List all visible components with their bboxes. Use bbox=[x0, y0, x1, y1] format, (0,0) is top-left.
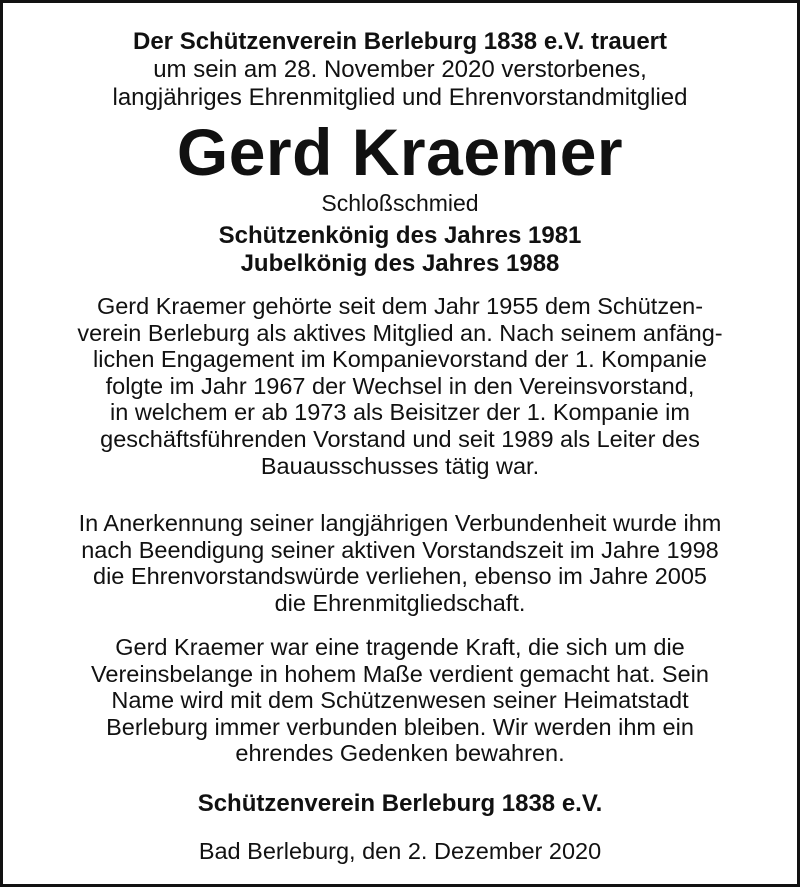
text-line: Vereinsbelange in hohem Maße verdient gemacht hat. Sein bbox=[91, 660, 709, 687]
honor-titles bbox=[0, 222, 800, 278]
deceased-name: Gerd Kraemer bbox=[176, 115, 624, 189]
honor-title-jubilee: Jubelkönig des Jahres 1988 bbox=[240, 250, 560, 277]
text-line: Berleburg immer verbunden bleiben. Wir werden ihm ein bbox=[106, 713, 694, 740]
intro-line-date: um sein am 28. November 2020 verstorbenes, bbox=[153, 56, 647, 83]
text-line: lichen Engagement im Kompanievorstand der 1. Kompanie bbox=[93, 346, 707, 373]
text-line: ehrendes Gedenken bewahren. bbox=[235, 740, 565, 767]
text-line: Name wird mit dem Schützenwesen seiner Heimatstadt bbox=[111, 687, 689, 714]
paragraph-tribute bbox=[0, 634, 800, 767]
intro-line-club: Der Schützenverein Berleburg 1838 e.V. trauert bbox=[133, 28, 667, 55]
occupation: Schloßschmied bbox=[321, 190, 479, 216]
text-line: die Ehrenvorstandswürde verliehen, ebenso im Jahre 2005 bbox=[93, 563, 707, 590]
text-line: folgte im Jahr 1967 der Wechsel in den Vereinsvorstand, bbox=[105, 372, 695, 399]
text-line: Gerd Kraemer gehörte seit dem Jahr 1955 dem Schützen- bbox=[96, 293, 704, 319]
text-line: nach Beendigung seiner aktiven Vorstandszeit im Jahre 1998 bbox=[81, 536, 719, 563]
text-line: die Ehrenmitgliedschaft. bbox=[274, 589, 526, 616]
text-line: Bauausschusses tätig war. bbox=[260, 452, 540, 479]
honor-title-king: Schützenkönig des Jahres 1981 bbox=[218, 222, 582, 249]
paragraph-recognition bbox=[0, 510, 800, 616]
paragraph-history bbox=[0, 293, 800, 479]
signature-club: Schützenverein Berleburg 1838 e.V. bbox=[197, 790, 603, 817]
text-line: Gerd Kraemer war eine tragende Kraft, die sich um die bbox=[115, 634, 685, 660]
text-line: In Anerkennung seiner langjährigen Verbundenheit wurde ihm bbox=[78, 510, 722, 536]
place-date: Bad Berleburg, den 2. Dezember 2020 bbox=[198, 838, 602, 864]
text-line: verein Berleburg als aktives Mitglied an. Nach seinem anfäng- bbox=[77, 319, 723, 346]
intro-block bbox=[0, 28, 800, 112]
text-line: geschäftsführenden Vorstand und seit 1989 als Leiter des bbox=[100, 425, 700, 452]
intro-line-role: langjähriges Ehrenmitglied und Ehrenvorstandmitglied bbox=[112, 84, 688, 111]
text-line: in welchem er ab 1973 als Beisitzer der 1. Kompanie im bbox=[110, 399, 690, 426]
